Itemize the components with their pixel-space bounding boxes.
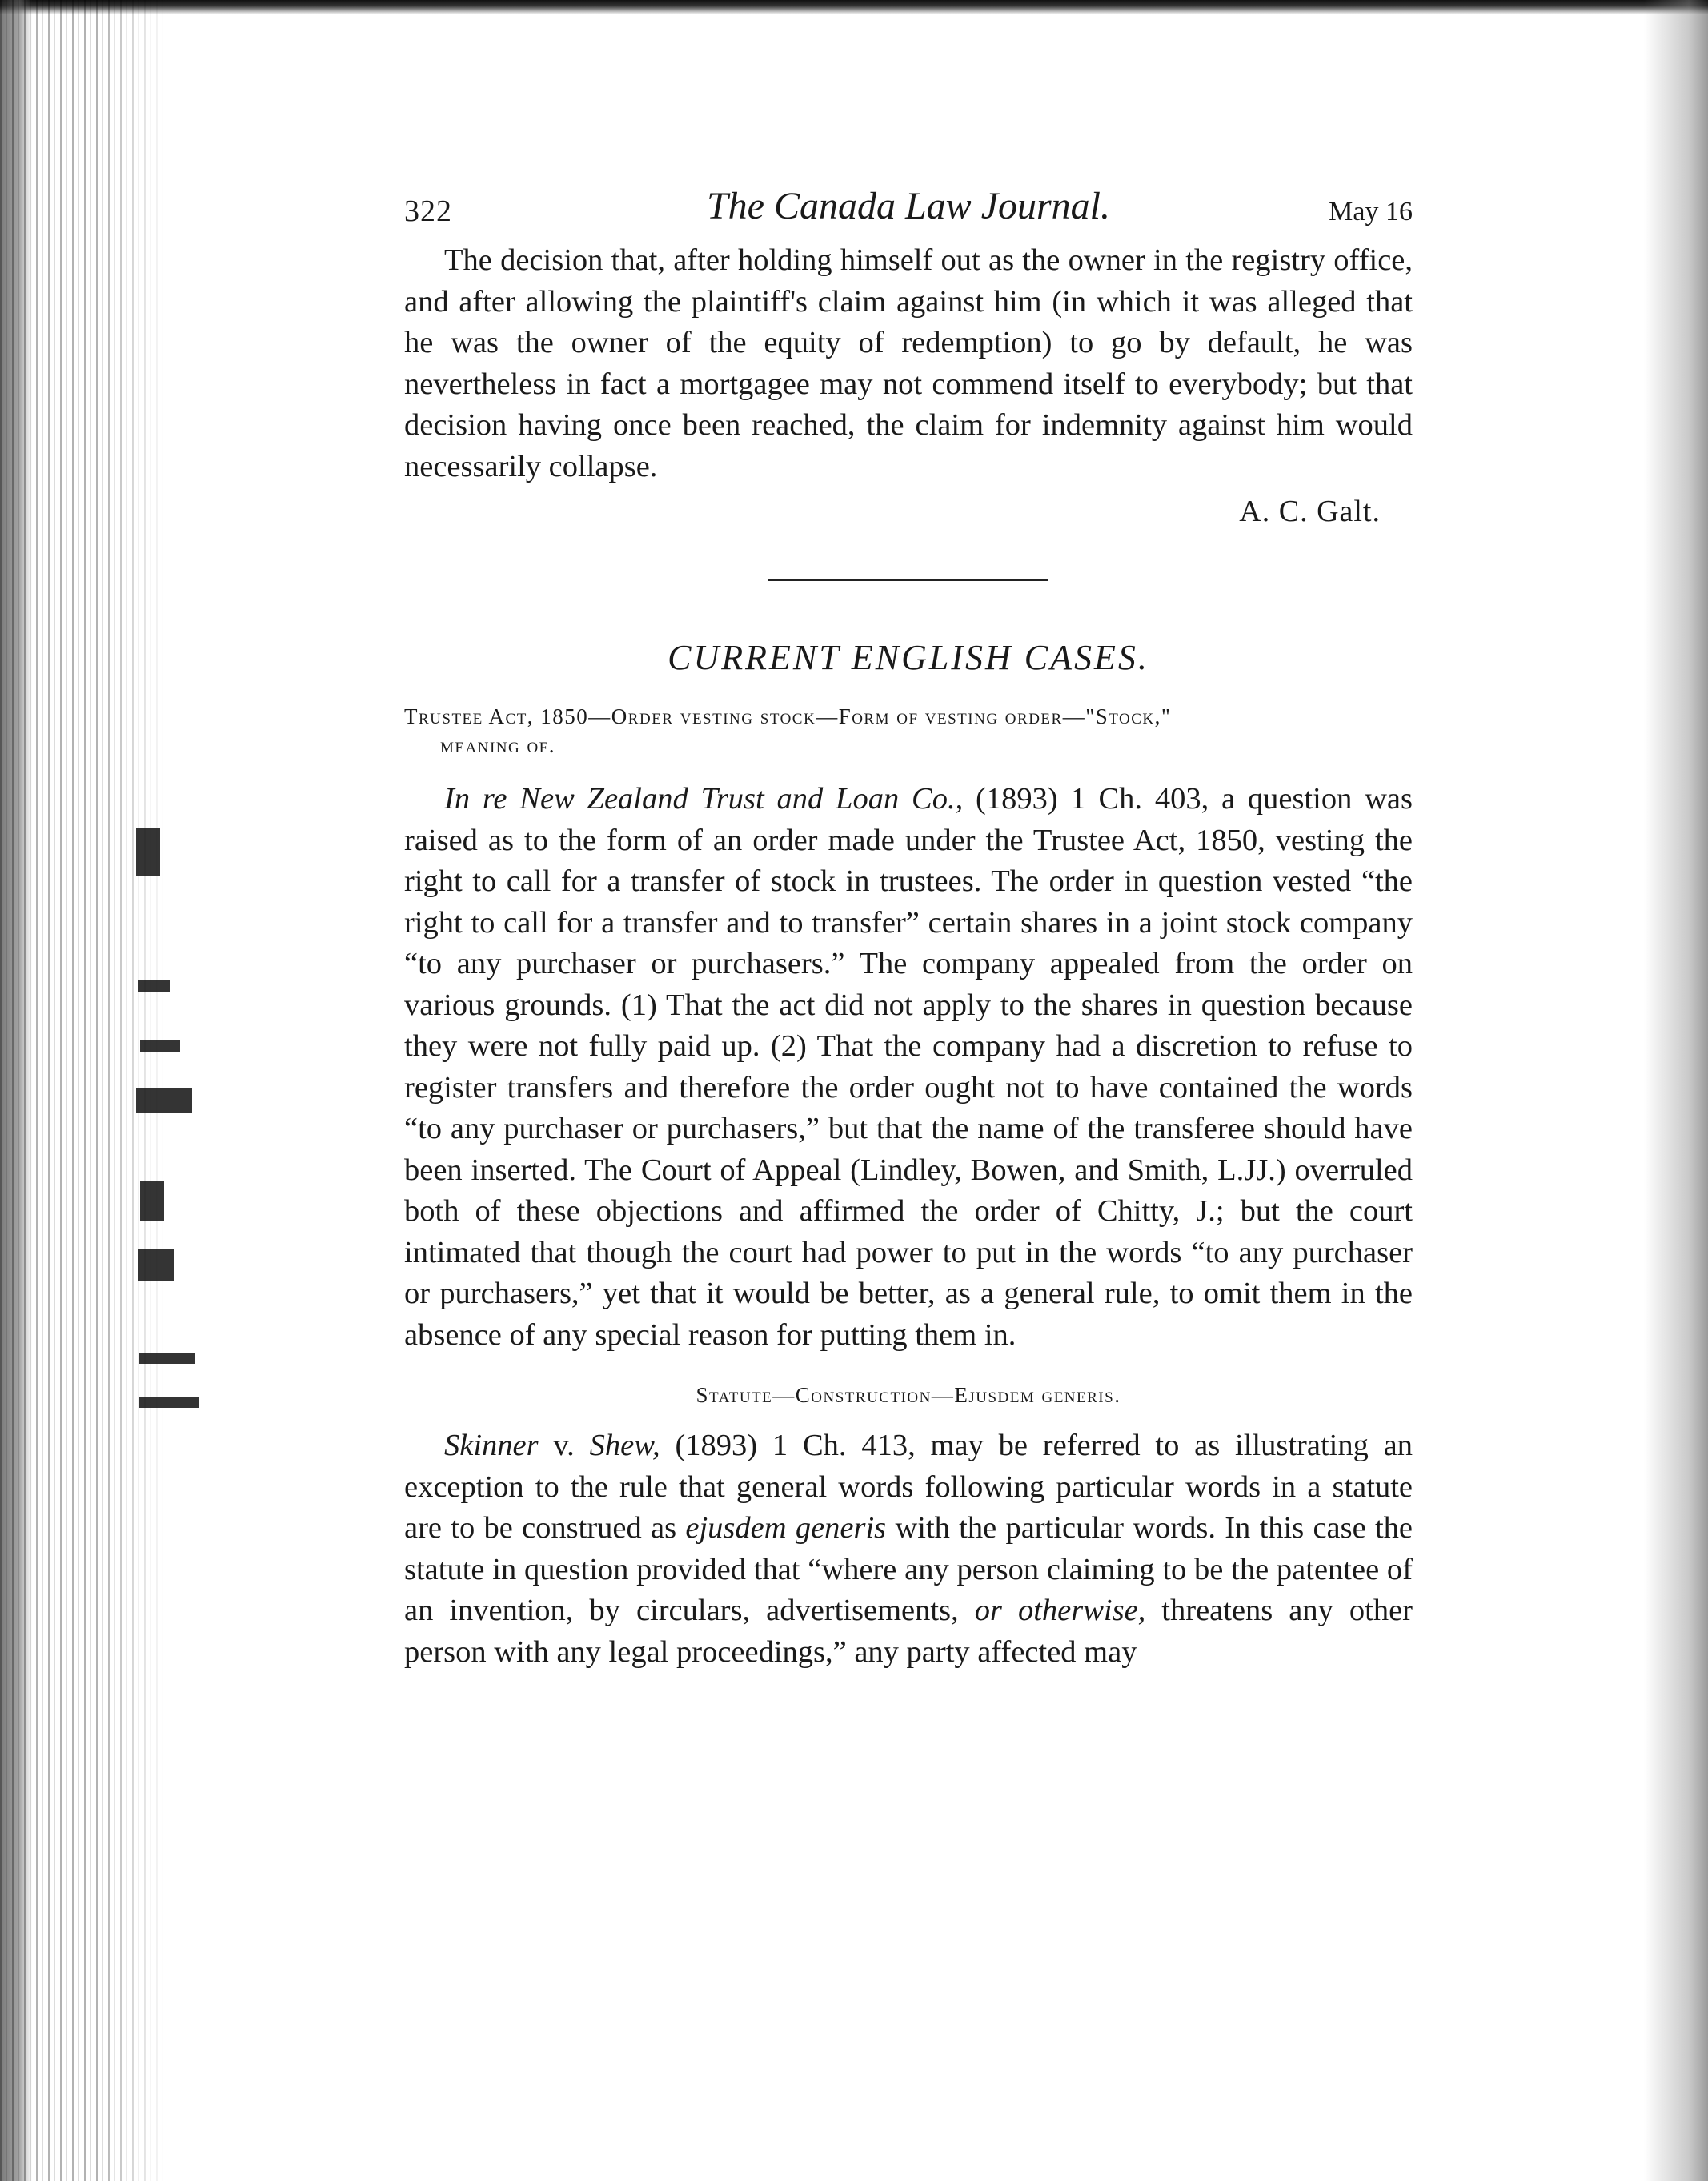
case-name: In re New Zealand Trust and Loan Co.,: [444, 782, 964, 816]
section-divider: [768, 579, 1048, 581]
scan-top-edge: [0, 0, 1708, 14]
page-number: 322: [404, 194, 452, 228]
case-heading-line2: meaning of.: [440, 733, 555, 757]
case-heading-2: Statute—Construction—Ejusdem generis.: [696, 1383, 1121, 1407]
scan-right-edge: [1644, 0, 1708, 2181]
journal-title: The Canada Law Journal.: [706, 185, 1111, 227]
case-body-2a: (1893) 1 Ch. 413, may be referred to as illustrating an exception to the rule that general words following particular words in a statute are to be construed as: [404, 1429, 1413, 1545]
issue-date: May 16: [1329, 197, 1413, 227]
running-head: [404, 184, 1413, 240]
case-versus: v.: [538, 1429, 590, 1462]
case-paragraph-2: [404, 1425, 1413, 1673]
opening-paragraph: The decision that, after holding himself out as the owner in the registry office, and after allowing the plaintiff's claim against him (in which it was alleged that he was the owner of the equity of redemption) to go by default, he was nevertheless in fact a mortgagee may not commend itself to everybody; but that decision having once been reached, the claim for indemnity against him would necessarily collapse.: [404, 243, 1413, 483]
case-paragraph: [404, 779, 1413, 1356]
author-signature: A. C. Galt.: [1239, 495, 1381, 528]
emphasis-phrase: or otherwise,: [974, 1594, 1146, 1627]
page-content: [404, 184, 1413, 1673]
section-title: CURRENT ENGLISH CASES.: [668, 638, 1149, 677]
case-heading-line1: Trustee Act, 1850—Order vesting stock—Form of vesting order—"Stock,": [404, 704, 1172, 728]
case-name-2b: Shew,: [589, 1429, 660, 1462]
case-body-2b: with the particular words. In this case the statute in question provided that “where any person claiming to be the patentee of an invention, by circulars, advertisements,: [404, 1511, 1413, 1627]
latin-term: ejusdem generis: [685, 1511, 887, 1545]
case-name-2a: Skinner: [444, 1429, 539, 1462]
case-heading: [404, 702, 1413, 760]
case-body-2c: threatens any other person with any legal proceedings,” any party affected may: [404, 1594, 1413, 1669]
case-body: (1893) 1 Ch. 403, a question was raised as to the form of an order made under the Trustee Act, 1850, vesting the right to call for a transfer of stock in trustees. The order in question vested “the right to call for a transfer and to transfer” certain shares in a joint stock company “to any purchaser or purchasers.” The company appealed from the order on various grounds. (1) That the act did not apply to the shares in question because they were not fully paid up. (2) That the company had a discretion to refuse to register transfers and therefore the order ought not to have contained the words “to any purchaser or purchasers,” but that the name of the transferee should have been inserted. The Court of Appeal (Lindley, Bowen, and Smith, L.JJ.) overruled both of these objections and affirmed the order of Chitty, J.; but the court intimated that though the court had power to put in the words “to any purchaser or purchasers,” yet that it would be better, as a general rule, to omit them in the absence of any special reason for putting them in.: [404, 782, 1413, 1352]
